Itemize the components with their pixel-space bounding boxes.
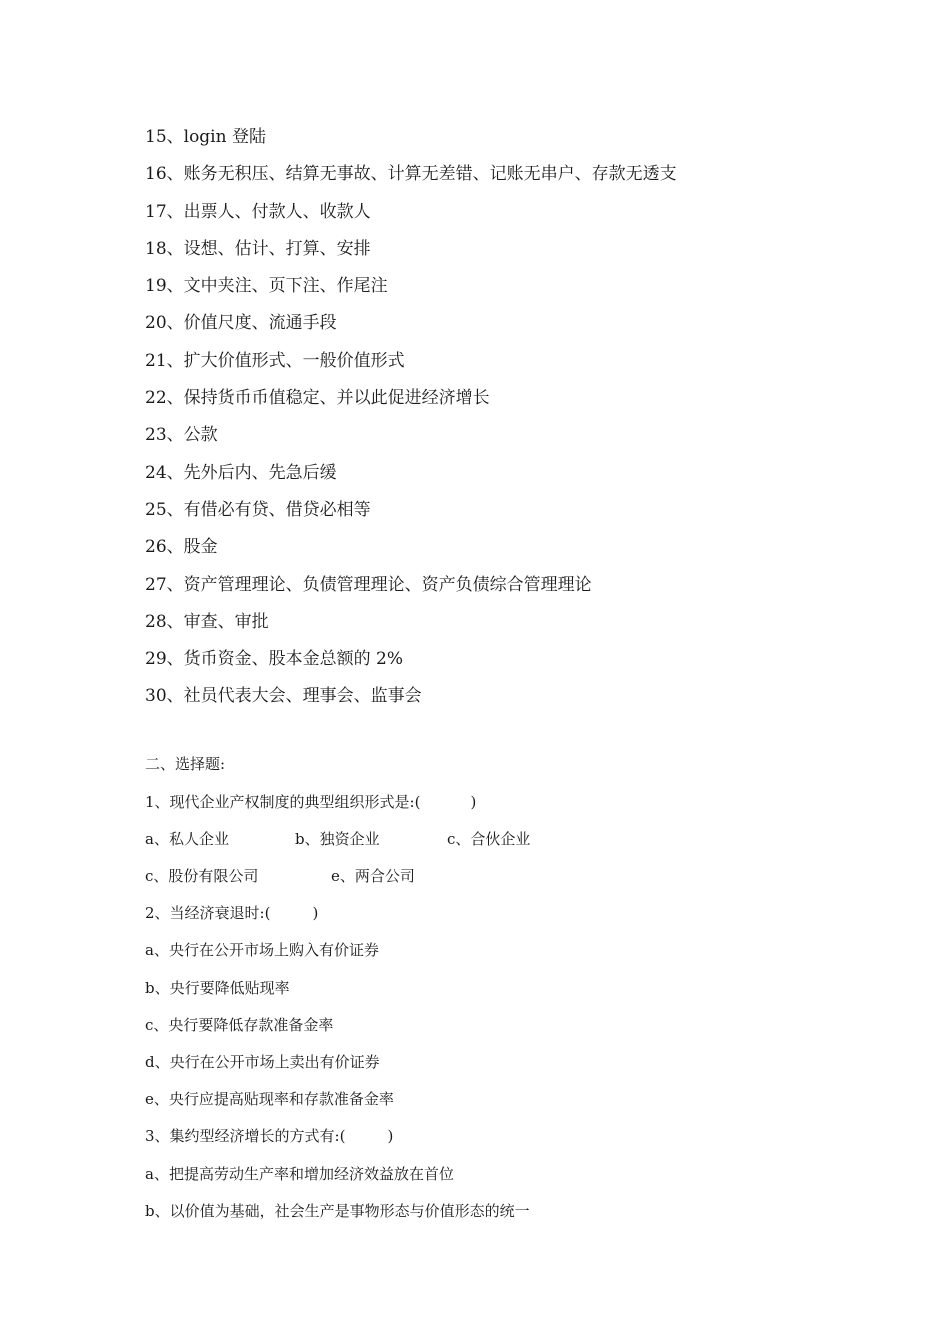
question-text: 3、集约型经济增长的方式有: — [145, 1127, 340, 1146]
option-a: a、私人企业 — [145, 829, 229, 848]
answer-paren-open: ( — [264, 904, 271, 923]
answer-item: 28、审查、审批 — [145, 611, 269, 632]
option-b: b、以价值为基础，社会生产是事物形态与价值形态的统一 — [145, 1201, 530, 1220]
answer-item: 25、有借必有贷、借贷必相等 — [145, 499, 371, 520]
answer-item: 27、资产管理理论、负债管理理论、资产负债综合管理理论 — [145, 574, 592, 595]
option-c: c、央行要降低存款准备金率 — [145, 1015, 334, 1034]
option-a: a、央行在公开市场上购入有价证券 — [145, 941, 379, 960]
answer-item: 26、股金 — [145, 537, 218, 558]
answer-paren-open: ( — [339, 1127, 346, 1146]
choice-section — [145, 754, 905, 1220]
answer-list — [145, 126, 905, 707]
answer-paren-close: ) — [387, 1127, 394, 1146]
option-b: b、央行要降低贴现率 — [145, 978, 290, 997]
answer-item: 24、先外后内、先急后缓 — [145, 462, 337, 483]
option-c: c、合伙企业 — [447, 829, 531, 848]
question-1 — [145, 792, 905, 812]
answer-paren-open: ( — [414, 792, 421, 811]
option-e: e、央行应提高贴现率和存款准备金率 — [145, 1090, 394, 1109]
answer-item: 22、保持货币币值稳定、并以此促进经济增长 — [145, 388, 490, 409]
answer-item: 17、出票人、付款人、收款人 — [145, 201, 371, 222]
question-1-options-row-2 — [145, 866, 905, 886]
section-title: 二、选择题: — [145, 755, 226, 774]
question-text: 1、现代企业产权制度的典型组织形式是: — [145, 792, 415, 811]
answer-item: 19、文中夹注、页下注、作尾注 — [145, 276, 388, 297]
answer-item: 16、账务无积压、结算无事故、计算无差错、记账无串户、存款无透支 — [145, 164, 677, 185]
answer-item: 15、login 登陆 — [145, 127, 266, 147]
option-b: b、独资企业 — [295, 829, 380, 848]
answer-item: 29、货币资金、股本金总额的 2% — [145, 649, 404, 670]
question-2 — [145, 903, 905, 923]
answer-paren-close: ) — [470, 792, 477, 811]
answer-item: 21、扩大价值形式、一般价值形式 — [145, 350, 405, 371]
question-3 — [145, 1126, 905, 1146]
answer-item: 20、价值尺度、流通手段 — [145, 313, 337, 334]
question-1-options-row-1 — [145, 829, 905, 849]
document-content — [145, 126, 905, 1238]
answer-paren-close: ) — [312, 904, 319, 923]
answer-item: 18、设想、估计、打算、安排 — [145, 238, 371, 259]
option-c-2: c、股份有限公司 — [145, 867, 259, 886]
option-e: e、两合公司 — [331, 867, 415, 886]
option-d: d、央行在公开市场上卖出有价证券 — [145, 1052, 380, 1071]
question-text: 2、当经济衰退时: — [145, 904, 265, 923]
option-a: a、把提高劳动生产率和增加经济效益放在首位 — [145, 1164, 454, 1183]
answer-item: 30、社员代表大会、理事会、监事会 — [145, 686, 422, 707]
answer-item: 23、公款 — [145, 425, 218, 446]
